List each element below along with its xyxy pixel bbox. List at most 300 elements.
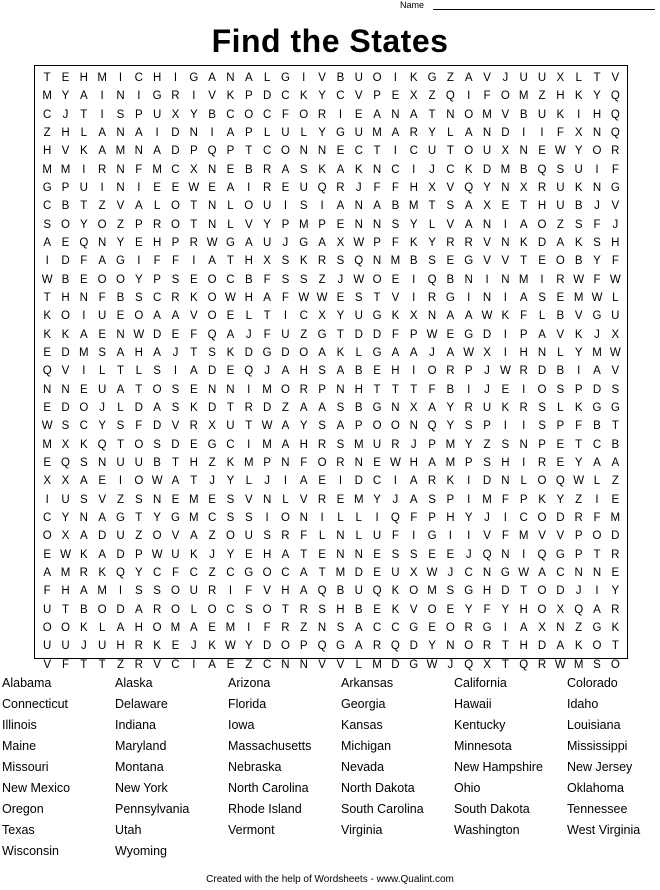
grid-letter[interactable]: J [99, 401, 106, 414]
grid-letter[interactable]: A [373, 200, 381, 213]
grid-letter[interactable]: T [446, 145, 454, 158]
grid-letter[interactable]: A [556, 236, 565, 249]
grid-letter[interactable]: A [98, 255, 106, 268]
grid-letter[interactable]: F [575, 420, 583, 433]
grid-letter[interactable]: R [537, 181, 547, 194]
grid-letter[interactable]: F [61, 658, 69, 671]
grid-letter[interactable]: K [208, 640, 216, 653]
grid-letter[interactable]: I [522, 126, 526, 139]
grid-letter[interactable]: I [503, 218, 507, 231]
grid-letter[interactable]: U [537, 108, 547, 121]
grid-letter[interactable]: E [373, 456, 381, 469]
grid-letter[interactable]: N [116, 90, 125, 103]
grid-letter[interactable]: B [244, 273, 253, 286]
grid-letter[interactable]: V [244, 218, 253, 231]
grid-letter[interactable]: M [262, 438, 272, 451]
grid-letter[interactable]: N [519, 438, 528, 451]
grid-letter[interactable]: K [189, 401, 198, 414]
grid-letter[interactable]: V [483, 255, 491, 268]
grid-letter[interactable]: W [426, 328, 438, 341]
grid-letter[interactable]: C [226, 273, 235, 286]
grid-letter[interactable]: A [134, 200, 143, 213]
grid-letter[interactable]: R [134, 658, 143, 671]
grid-letter[interactable]: P [409, 328, 418, 341]
grid-letter[interactable]: B [574, 200, 583, 213]
grid-letter[interactable]: F [171, 566, 179, 579]
grid-letter[interactable]: E [61, 72, 70, 84]
grid-letter[interactable]: I [247, 621, 251, 634]
grid-letter[interactable]: O [610, 658, 620, 671]
grid-letter[interactable]: J [282, 236, 289, 249]
grid-letter[interactable]: O [170, 585, 180, 598]
grid-letter[interactable]: E [171, 181, 180, 194]
grid-letter[interactable]: O [537, 218, 547, 231]
grid-letter[interactable]: L [428, 218, 436, 231]
grid-letter[interactable]: N [97, 236, 107, 249]
grid-letter[interactable]: H [244, 291, 253, 304]
grid-letter[interactable]: U [354, 126, 363, 139]
grid-letter[interactable]: B [556, 365, 565, 378]
grid-letter[interactable]: S [538, 291, 546, 304]
grid-letter[interactable]: C [226, 438, 235, 451]
grid-letter[interactable]: M [573, 658, 584, 671]
grid-letter[interactable]: R [537, 456, 547, 469]
grid-letter[interactable]: V [299, 493, 308, 506]
grid-letter[interactable]: J [392, 493, 399, 506]
grid-letter[interactable]: V [318, 658, 326, 671]
grid-letter[interactable]: D [556, 585, 565, 598]
grid-letter[interactable]: N [226, 72, 235, 84]
grid-letter[interactable]: M [408, 200, 419, 213]
grid-letter[interactable]: R [281, 621, 290, 634]
grid-letter[interactable]: N [446, 640, 455, 653]
grid-letter[interactable]: M [445, 456, 456, 469]
grid-letter[interactable]: K [299, 255, 308, 268]
grid-letter[interactable]: I [412, 365, 416, 378]
grid-letter[interactable]: R [281, 530, 290, 543]
grid-letter[interactable]: G [592, 401, 602, 414]
grid-letter[interactable]: O [97, 603, 107, 616]
grid-letter[interactable]: M [592, 346, 602, 359]
grid-letter[interactable]: I [155, 126, 159, 139]
grid-letter[interactable]: T [373, 383, 381, 396]
grid-letter[interactable]: M [500, 163, 511, 176]
grid-letter[interactable]: V [483, 236, 491, 249]
grid-letter[interactable]: T [501, 658, 509, 671]
grid-letter[interactable]: S [483, 456, 491, 469]
grid-letter[interactable]: P [428, 438, 436, 451]
grid-letter[interactable]: A [281, 438, 290, 451]
grid-letter[interactable]: Q [427, 273, 437, 286]
grid-letter[interactable]: L [612, 291, 619, 304]
grid-letter[interactable]: X [409, 90, 418, 103]
grid-letter[interactable]: Z [575, 493, 583, 506]
grid-letter[interactable]: V [318, 72, 326, 84]
grid-letter[interactable]: X [189, 163, 198, 176]
grid-letter[interactable]: Y [336, 310, 345, 323]
grid-letter[interactable]: O [134, 438, 144, 451]
grid-letter[interactable]: F [80, 255, 88, 268]
grid-letter[interactable]: U [116, 530, 125, 543]
grid-letter[interactable]: O [152, 383, 162, 396]
grid-letter[interactable]: O [427, 365, 437, 378]
grid-letter[interactable]: T [98, 658, 106, 671]
grid-letter[interactable]: Q [464, 181, 474, 194]
grid-letter[interactable]: S [43, 218, 51, 231]
grid-letter[interactable]: G [152, 90, 162, 103]
grid-letter[interactable]: I [595, 163, 599, 176]
grid-letter[interactable]: D [537, 640, 547, 653]
grid-letter[interactable]: A [409, 346, 418, 359]
grid-letter[interactable]: T [611, 420, 619, 433]
grid-letter[interactable]: E [43, 401, 51, 414]
grid-letter[interactable]: X [483, 346, 491, 359]
grid-letter[interactable]: A [208, 255, 216, 268]
grid-letter[interactable]: E [446, 255, 455, 268]
grid-letter[interactable]: H [134, 346, 143, 359]
grid-letter[interactable]: U [281, 126, 290, 139]
grid-letter[interactable]: S [299, 163, 308, 176]
grid-letter[interactable]: O [152, 621, 162, 634]
grid-letter[interactable]: O [61, 218, 70, 231]
grid-letter[interactable]: A [116, 383, 125, 396]
grid-letter[interactable]: S [171, 273, 180, 286]
grid-letter[interactable]: O [537, 585, 547, 598]
grid-letter[interactable]: B [354, 401, 363, 414]
grid-letter[interactable]: O [97, 273, 107, 286]
grid-letter[interactable]: E [538, 145, 546, 158]
grid-letter[interactable]: L [153, 200, 161, 213]
grid-letter[interactable]: D [171, 145, 180, 158]
grid-letter[interactable]: D [281, 346, 290, 359]
grid-letter[interactable]: I [375, 511, 379, 524]
grid-letter[interactable]: T [391, 383, 399, 396]
grid-letter[interactable]: D [537, 365, 547, 378]
grid-letter[interactable]: S [593, 658, 601, 671]
grid-letter[interactable]: M [115, 145, 126, 158]
grid-letter[interactable]: A [409, 108, 418, 121]
grid-letter[interactable]: Y [79, 218, 88, 231]
grid-letter[interactable]: Z [318, 273, 326, 286]
grid-letter[interactable]: C [207, 511, 217, 524]
grid-letter[interactable]: V [556, 530, 565, 543]
grid-letter[interactable]: L [98, 365, 106, 378]
grid-letter[interactable]: M [482, 108, 492, 121]
grid-letter[interactable]: N [482, 291, 492, 304]
grid-letter[interactable]: E [281, 181, 290, 194]
grid-letter[interactable]: I [595, 585, 599, 598]
grid-letter[interactable]: U [61, 640, 70, 653]
grid-letter[interactable]: V [611, 72, 620, 84]
grid-letter[interactable]: K [409, 236, 418, 249]
grid-letter[interactable]: Q [207, 145, 217, 158]
grid-letter[interactable]: H [281, 585, 290, 598]
grid-letter[interactable]: F [556, 126, 564, 139]
grid-letter[interactable]: M [97, 72, 107, 84]
grid-letter[interactable]: G [116, 511, 125, 524]
grid-letter[interactable]: C [134, 72, 143, 84]
grid-letter[interactable]: K [98, 566, 106, 579]
grid-letter[interactable]: W [206, 236, 218, 249]
grid-letter[interactable]: I [82, 163, 86, 176]
grid-letter[interactable]: S [501, 438, 510, 451]
grid-letter[interactable]: S [98, 346, 106, 359]
grid-letter[interactable]: O [280, 145, 290, 158]
grid-letter[interactable]: A [43, 236, 51, 249]
grid-letter[interactable]: O [372, 420, 382, 433]
grid-letter[interactable]: O [280, 383, 290, 396]
grid-letter[interactable]: G [372, 310, 382, 323]
grid-letter[interactable]: A [79, 328, 88, 341]
grid-letter[interactable]: D [61, 255, 70, 268]
grid-letter[interactable]: P [446, 493, 455, 506]
grid-letter[interactable]: L [337, 511, 344, 524]
grid-letter[interactable]: N [391, 108, 400, 121]
grid-letter[interactable]: Y [464, 603, 473, 616]
grid-letter[interactable]: L [557, 346, 564, 359]
grid-letter[interactable]: X [318, 310, 326, 323]
grid-letter[interactable]: N [299, 511, 308, 524]
grid-letter[interactable]: Y [61, 511, 70, 524]
grid-letter[interactable]: U [97, 310, 107, 323]
grid-letter[interactable]: B [153, 456, 161, 469]
grid-letter[interactable]: V [43, 658, 51, 671]
grid-letter[interactable]: R [574, 511, 583, 524]
grid-letter[interactable]: F [611, 255, 619, 268]
grid-letter[interactable]: K [446, 475, 455, 488]
grid-letter[interactable]: N [537, 346, 547, 359]
grid-letter[interactable]: D [61, 346, 70, 359]
grid-letter[interactable]: G [170, 511, 180, 524]
grid-letter[interactable]: K [226, 346, 235, 359]
grid-letter[interactable]: A [244, 236, 253, 249]
grid-letter[interactable]: D [152, 420, 162, 433]
grid-letter[interactable]: F [43, 585, 51, 598]
grid-letter[interactable]: I [302, 72, 306, 84]
grid-letter[interactable]: A [428, 401, 436, 414]
grid-letter[interactable]: A [318, 346, 326, 359]
grid-letter[interactable]: V [409, 603, 418, 616]
grid-letter[interactable]: Y [134, 273, 143, 286]
grid-letter[interactable]: B [244, 163, 253, 176]
grid-letter[interactable]: N [61, 383, 70, 396]
grid-letter[interactable]: E [171, 493, 180, 506]
grid-letter[interactable]: K [464, 163, 473, 176]
grid-letter[interactable]: C [372, 621, 382, 634]
grid-letter[interactable]: N [226, 383, 235, 396]
grid-letter[interactable]: V [263, 585, 271, 598]
grid-letter[interactable]: S [556, 383, 565, 396]
grid-letter[interactable]: Y [263, 218, 271, 231]
grid-letter[interactable]: I [503, 291, 507, 304]
grid-letter[interactable]: G [482, 621, 492, 634]
grid-letter[interactable]: H [409, 181, 418, 194]
grid-letter[interactable]: N [592, 181, 602, 194]
grid-letter[interactable]: A [538, 566, 546, 579]
grid-letter[interactable]: H [519, 346, 528, 359]
grid-letter[interactable]: R [336, 456, 345, 469]
grid-letter[interactable]: C [372, 475, 382, 488]
grid-letter[interactable]: T [80, 108, 88, 121]
grid-letter[interactable]: F [373, 181, 381, 194]
grid-letter[interactable]: I [503, 621, 507, 634]
grid-letter[interactable]: I [338, 475, 343, 488]
grid-letter[interactable]: C [43, 200, 52, 213]
grid-letter[interactable]: W [518, 566, 530, 579]
grid-letter[interactable]: C [171, 163, 180, 176]
grid-letter[interactable]: M [518, 273, 529, 286]
grid-letter[interactable]: N [152, 493, 162, 506]
grid-letter[interactable]: S [446, 200, 455, 213]
grid-letter[interactable]: S [574, 218, 583, 231]
grid-letter[interactable]: A [189, 621, 198, 634]
grid-letter[interactable]: D [116, 603, 125, 616]
grid-letter[interactable]: Y [244, 640, 253, 653]
grid-letter[interactable]: K [556, 108, 565, 121]
grid-letter[interactable]: E [373, 548, 381, 561]
grid-letter[interactable]: U [537, 72, 547, 84]
grid-letter[interactable]: M [42, 163, 52, 176]
grid-letter[interactable]: K [501, 310, 510, 323]
grid-letter[interactable]: S [171, 401, 180, 414]
grid-letter[interactable]: F [483, 90, 491, 103]
grid-letter[interactable]: E [318, 475, 326, 488]
grid-letter[interactable]: R [537, 658, 547, 671]
grid-letter[interactable]: Z [300, 328, 308, 341]
grid-letter[interactable]: Q [555, 475, 565, 488]
grid-letter[interactable]: I [540, 126, 544, 139]
grid-letter[interactable]: A [318, 236, 326, 249]
grid-letter[interactable]: U [372, 438, 382, 451]
grid-letter[interactable]: P [464, 456, 473, 469]
grid-letter[interactable]: Y [446, 401, 455, 414]
grid-letter[interactable]: O [134, 475, 144, 488]
grid-letter[interactable]: E [208, 493, 216, 506]
grid-letter[interactable]: I [393, 145, 397, 158]
grid-letter[interactable]: E [116, 310, 125, 323]
grid-letter[interactable]: O [79, 401, 89, 414]
grid-letter[interactable]: U [152, 108, 162, 121]
grid-letter[interactable]: D [556, 511, 565, 524]
grid-letter[interactable]: F [171, 255, 179, 268]
grid-letter[interactable]: L [190, 603, 197, 616]
grid-letter[interactable]: M [79, 346, 89, 359]
grid-letter[interactable]: D [592, 383, 602, 396]
grid-letter[interactable]: E [226, 310, 235, 323]
grid-letter[interactable]: P [318, 383, 326, 396]
grid-letter[interactable]: M [445, 438, 456, 451]
grid-letter[interactable]: C [171, 658, 180, 671]
grid-letter[interactable]: B [519, 163, 528, 176]
grid-letter[interactable]: S [318, 420, 326, 433]
grid-letter[interactable]: K [409, 72, 418, 84]
grid-letter[interactable]: T [245, 420, 253, 433]
grid-letter[interactable]: I [412, 530, 416, 543]
grid-letter[interactable]: W [426, 658, 438, 671]
grid-letter[interactable]: Z [208, 566, 216, 579]
grid-letter[interactable]: A [208, 72, 216, 84]
grid-letter[interactable]: Q [317, 181, 327, 194]
grid-letter[interactable]: H [519, 640, 528, 653]
grid-letter[interactable]: Q [610, 126, 620, 139]
grid-letter[interactable]: O [116, 273, 125, 286]
grid-letter[interactable]: R [427, 291, 437, 304]
grid-letter[interactable]: J [355, 181, 362, 194]
grid-letter[interactable]: E [43, 346, 51, 359]
grid-letter[interactable]: B [611, 438, 620, 451]
grid-letter[interactable]: N [317, 621, 327, 634]
grid-letter[interactable]: R [207, 585, 217, 598]
grid-letter[interactable]: D [97, 530, 107, 543]
grid-letter[interactable]: I [137, 181, 141, 194]
grid-letter[interactable]: N [281, 658, 290, 671]
grid-letter[interactable]: F [483, 603, 491, 616]
grid-letter[interactable]: C [152, 566, 162, 579]
grid-letter[interactable]: U [226, 420, 235, 433]
grid-letter[interactable]: N [116, 181, 125, 194]
grid-letter[interactable]: B [593, 420, 601, 433]
grid-letter[interactable]: F [391, 181, 399, 194]
grid-letter[interactable]: A [519, 621, 528, 634]
grid-letter[interactable]: L [227, 200, 234, 213]
grid-letter[interactable]: N [116, 328, 125, 341]
grid-letter[interactable]: U [262, 236, 272, 249]
grid-letter[interactable]: U [61, 493, 70, 506]
grid-letter[interactable]: N [501, 475, 510, 488]
grid-letter[interactable]: K [79, 548, 88, 561]
grid-letter[interactable]: M [610, 511, 621, 524]
grid-letter[interactable]: G [445, 291, 455, 304]
grid-letter[interactable]: F [501, 493, 509, 506]
grid-letter[interactable]: A [299, 475, 308, 488]
grid-letter[interactable]: L [117, 401, 124, 414]
grid-letter[interactable]: E [501, 200, 510, 213]
grid-letter[interactable]: Q [390, 640, 400, 653]
grid-letter[interactable]: M [518, 90, 529, 103]
grid-letter[interactable]: A [354, 640, 363, 653]
grid-letter[interactable]: W [316, 291, 328, 304]
grid-letter[interactable]: Y [556, 493, 565, 506]
grid-letter[interactable]: P [299, 640, 308, 653]
grid-letter[interactable]: A [556, 640, 565, 653]
grid-letter[interactable]: D [354, 328, 363, 341]
grid-letter[interactable]: R [611, 603, 620, 616]
grid-letter[interactable]: E [208, 621, 216, 634]
grid-letter[interactable]: W [499, 365, 511, 378]
grid-letter[interactable]: U [556, 181, 565, 194]
grid-letter[interactable]: R [317, 493, 327, 506]
grid-letter[interactable]: F [611, 163, 619, 176]
grid-letter[interactable]: X [556, 72, 565, 84]
grid-letter[interactable]: Y [428, 640, 436, 653]
grid-letter[interactable]: C [262, 145, 272, 158]
grid-letter[interactable]: O [207, 310, 217, 323]
grid-letter[interactable]: M [60, 163, 71, 176]
grid-letter[interactable]: W [225, 291, 236, 304]
grid-letter[interactable]: U [574, 163, 583, 176]
grid-letter[interactable]: A [299, 566, 308, 579]
grid-letter[interactable]: A [281, 365, 290, 378]
grid-letter[interactable]: H [446, 511, 455, 524]
grid-letter[interactable]: I [522, 383, 526, 396]
grid-letter[interactable]: W [591, 291, 603, 304]
grid-letter[interactable]: E [189, 438, 198, 451]
grid-letter[interactable]: R [189, 420, 198, 433]
grid-letter[interactable]: A [189, 530, 198, 543]
grid-letter[interactable]: M [372, 658, 382, 671]
grid-letter[interactable]: A [79, 90, 88, 103]
grid-letter[interactable]: Y [611, 585, 620, 598]
